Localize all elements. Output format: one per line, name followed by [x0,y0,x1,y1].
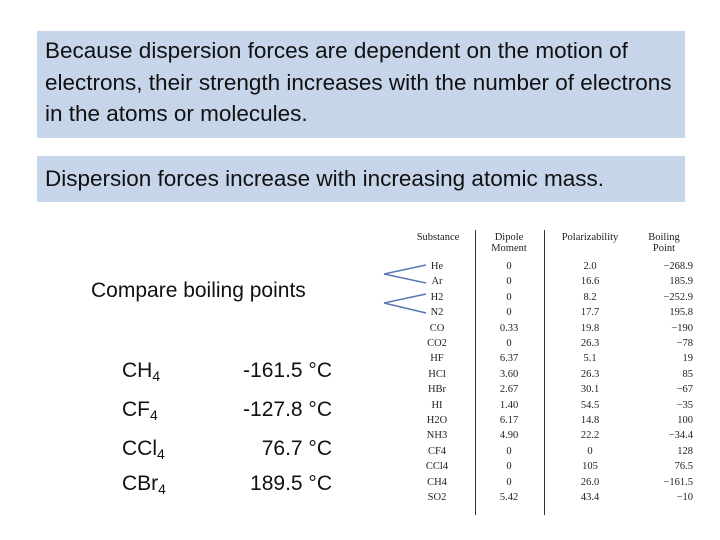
cell-boiling-point: 100 [677,415,693,426]
compound-boiling-point: -161.5 °C [243,359,332,382]
compound-row [122,355,332,387]
cell-dipole-moment: 0 [506,461,512,473]
cell-boiling-point: −252.9 [663,291,693,303]
callout-atomic-mass [37,156,685,202]
cell-polarizability: 22.2 [580,430,600,442]
table-row [403,414,695,429]
cell-boiling-point: 128 [677,445,693,457]
cell-polarizability: 30.1 [580,384,600,396]
cell-dipole-moment: 4.90 [499,430,519,442]
cell-substance: N2 [430,307,444,319]
cell-polarizability: 26.0 [580,476,600,488]
compound-boiling-point: 189.5 °C [250,472,332,495]
cell-polarizability: 19.8 [580,322,600,334]
callout-dispersion-explanation [37,31,685,138]
table-row [403,260,695,275]
cell-dipole-moment: 0 [506,261,512,272]
cell-dipole-moment: 0 [506,307,512,319]
compound-formula: $CH_4$ [122,359,161,384]
table-row [403,429,695,444]
cell-substance: H2O [426,415,448,426]
cell-polarizability: 16.6 [580,276,600,288]
compound-boiling-point: -127.8 °C [243,398,332,421]
cell-dipole-moment: 0.33 [499,322,519,334]
header-substance: Substance [416,232,460,243]
compound-row [122,433,332,465]
cell-boiling-point: 85 [682,368,693,380]
cell-substance: CO [429,322,445,334]
cell-substance: SO2 [427,492,447,503]
cell-substance: CCl4 [425,461,449,473]
compound-formula: CBr$_4$ [122,472,166,497]
cell-polarizability: 43.4 [580,492,600,503]
table-row [403,337,695,352]
cell-boiling-point: 185.9 [669,276,693,288]
cell-substance: H2 [430,291,444,303]
cell-polarizability: 17.7 [580,307,600,319]
cell-polarizability: 5.1 [583,353,597,365]
callout-text-2: Dispersion forces increase with increasing atomic mass. [45,166,604,191]
compound-row [122,468,332,500]
cell-substance: HF [430,353,444,365]
compound-boiling-point: 76.7 °C [261,437,332,460]
table-row [403,445,695,460]
cell-polarizability: 8.2 [583,291,597,303]
cell-dipole-moment: 0 [506,276,512,288]
table-row [403,476,695,491]
cell-substance: CF4 [427,445,447,457]
table-row [403,460,695,475]
header-dipole-moment: Dipole Moment [491,232,527,254]
cell-boiling-point: −268.9 [663,261,693,272]
cell-boiling-point: 19 [682,353,693,365]
cell-polarizability: 0 [587,445,593,457]
table-row [403,306,695,321]
cell-substance: HI [431,399,443,411]
cell-boiling-point: −34.4 [668,430,693,442]
table-row [403,275,695,290]
cell-boiling-point: −78 [676,338,693,349]
compare-boiling-points-heading: Compare boiling points [91,279,306,302]
cell-polarizability: 14.8 [580,415,600,426]
properties-table [403,230,695,515]
cell-dipole-moment: 6.37 [499,353,519,365]
cell-substance: Ar [431,276,443,288]
compound-formula: $CF_4$ [122,398,158,423]
cell-substance: He [430,261,444,272]
cell-boiling-point: −161.5 [663,476,693,488]
table-row [403,383,695,398]
cell-dipole-moment: 1.40 [499,399,519,411]
callout-text-1: Because dispersion forces are dependent on the motion of electrons, their strength increases with the number of electrons in the atoms or molecules. [45,38,672,126]
cell-polarizability: 26.3 [580,368,600,380]
header-boiling-point: Boiling Point [648,232,680,254]
cell-dipole-moment: 2.67 [499,384,519,396]
table-row [403,322,695,337]
cell-boiling-point: −67 [676,384,693,396]
cell-polarizability: 105 [582,461,598,473]
table-row [403,368,695,383]
cell-polarizability: 26.3 [580,338,600,349]
cell-boiling-point: −190 [671,322,693,334]
cell-boiling-point: 76.5 [674,461,693,473]
cell-polarizability: 2.0 [583,261,597,272]
table-row [403,291,695,306]
cell-dipole-moment: 6.17 [499,415,519,426]
compound-row [122,394,332,426]
cell-boiling-point: −10 [676,492,693,503]
cell-boiling-point: 195.8 [669,307,693,319]
cell-substance: CO2 [427,338,447,349]
cell-substance: CH4 [427,476,447,488]
cell-boiling-point: −35 [676,399,693,411]
compound-formula: CCl$_4$ [122,437,165,462]
cell-substance: HBr [427,384,447,396]
header-polarizability: Polarizability [561,232,619,243]
cell-dipole-moment: 3.60 [499,368,519,380]
cell-polarizability: 54.5 [580,399,600,411]
cell-dipole-moment: 0 [506,338,512,349]
cell-substance: HCl [428,368,446,380]
table-row [403,399,695,414]
cell-substance: NH3 [426,430,448,442]
cell-dipole-moment: 0 [506,445,512,457]
table-row [403,491,695,506]
table-row [403,352,695,367]
cell-dipole-moment: 0 [506,476,512,488]
cell-dipole-moment: 0 [506,291,512,303]
cell-dipole-moment: 5.42 [499,492,519,503]
